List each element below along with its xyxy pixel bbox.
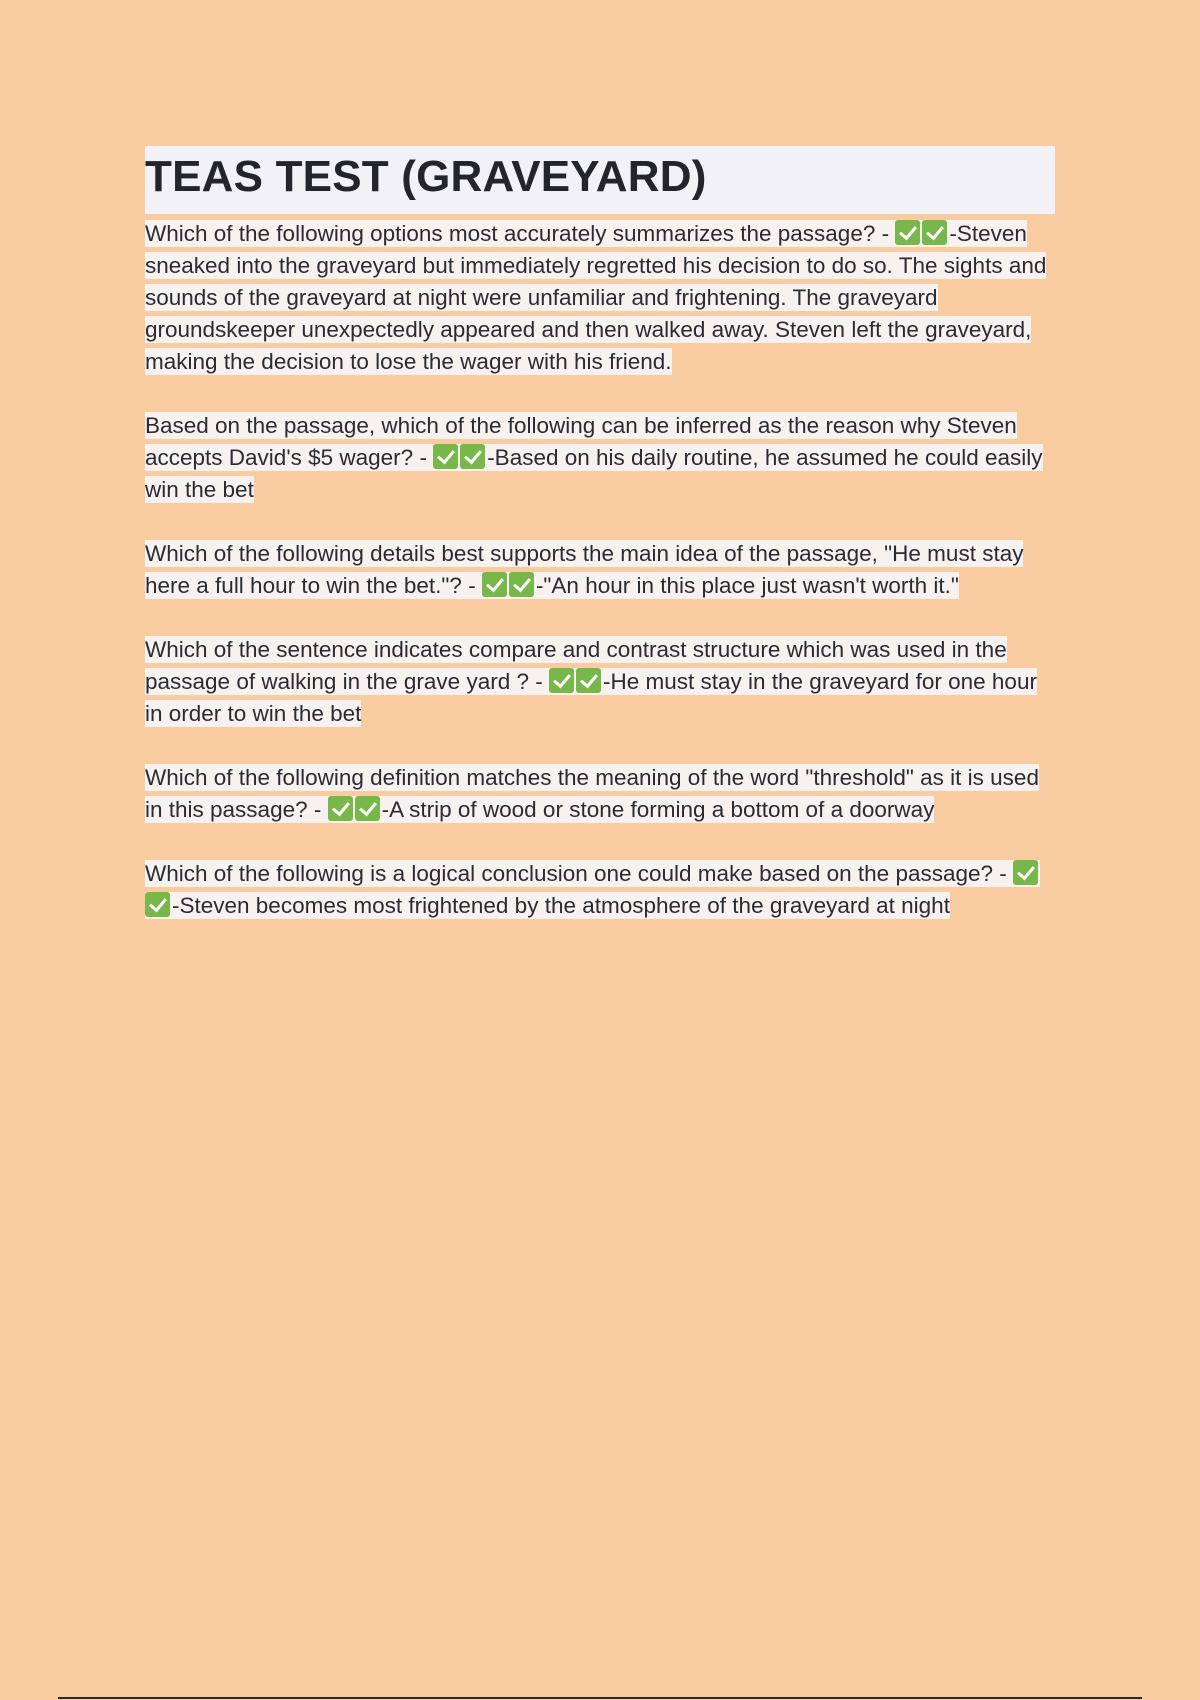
title-box xyxy=(145,146,1055,214)
document-body xyxy=(145,146,1055,954)
question-text: Based on the passage, which of the following can be inferred as the reason why Steven accepts David's $5 wager? xyxy=(145,413,1017,470)
check-mark-icon xyxy=(1013,860,1038,885)
check-mark-icon xyxy=(922,220,947,245)
question-text: Which of the following options most accurately summarizes the passage? xyxy=(145,221,876,246)
question-text: Which of the following is a logical conclusion one could make based on the passage? xyxy=(145,861,994,886)
footer-divider xyxy=(58,1697,1142,1699)
check-mark-icon xyxy=(460,444,485,469)
check-mark-icon xyxy=(549,668,574,693)
answer-text: -Steven sneaked into the graveyard but immediately regretted his decision to do so. The sights and sounds of the graveyard at night were unfamiliar and frightening. The graveyard groundskeeper unexpectedly appeared and then walked away. Steven left the graveyard, making the decision to lose the wager with his friend. xyxy=(145,221,1047,374)
answer-text: -Based on his daily routine, he assumed he could easily win the bet xyxy=(145,445,1043,502)
check-mark-icon xyxy=(145,892,170,917)
qa-item-6 xyxy=(145,858,1055,922)
answer-text: -Steven becomes most frightened by the atmosphere of the graveyard at night xyxy=(172,893,950,918)
question-text: Which of the sentence indicates compare and contrast structure which was used in the passage of walking in the grave yard ? xyxy=(145,637,1007,694)
separator: - xyxy=(461,573,482,598)
separator: - xyxy=(993,861,1014,886)
check-mark-icon xyxy=(482,572,507,597)
qa-item-1 xyxy=(145,218,1055,378)
document-title: TEAS TEST (GRAVEYARD) xyxy=(145,152,707,201)
separator: - xyxy=(307,797,328,822)
separator: - xyxy=(875,221,896,246)
question-text: Which of the following details best supports the main idea of the passage, "He must stay here a full hour to win the bet."? xyxy=(145,541,1024,598)
qa-item-2 xyxy=(145,410,1055,506)
answer-text: -"An hour in this place just wasn't worth it." xyxy=(535,573,959,598)
qa-item-4 xyxy=(145,634,1055,730)
qa-item-5 xyxy=(145,762,1055,826)
check-mark-icon xyxy=(433,444,458,469)
check-mark-icon xyxy=(895,220,920,245)
check-mark-icon xyxy=(355,796,380,821)
qa-item-3 xyxy=(145,538,1055,602)
answer-text: -He must stay in the graveyard for one hour in order to win the bet xyxy=(145,669,1037,726)
separator: - xyxy=(413,445,434,470)
question-text: Which of the following definition matches the meaning of the word "threshold" as it is used in this passage? xyxy=(145,765,1039,822)
separator: - xyxy=(528,669,549,694)
check-mark-icon xyxy=(328,796,353,821)
answer-text: -A strip of wood or stone forming a bottom of a doorway xyxy=(381,797,935,822)
check-mark-icon xyxy=(509,572,534,597)
check-mark-icon xyxy=(576,668,601,693)
